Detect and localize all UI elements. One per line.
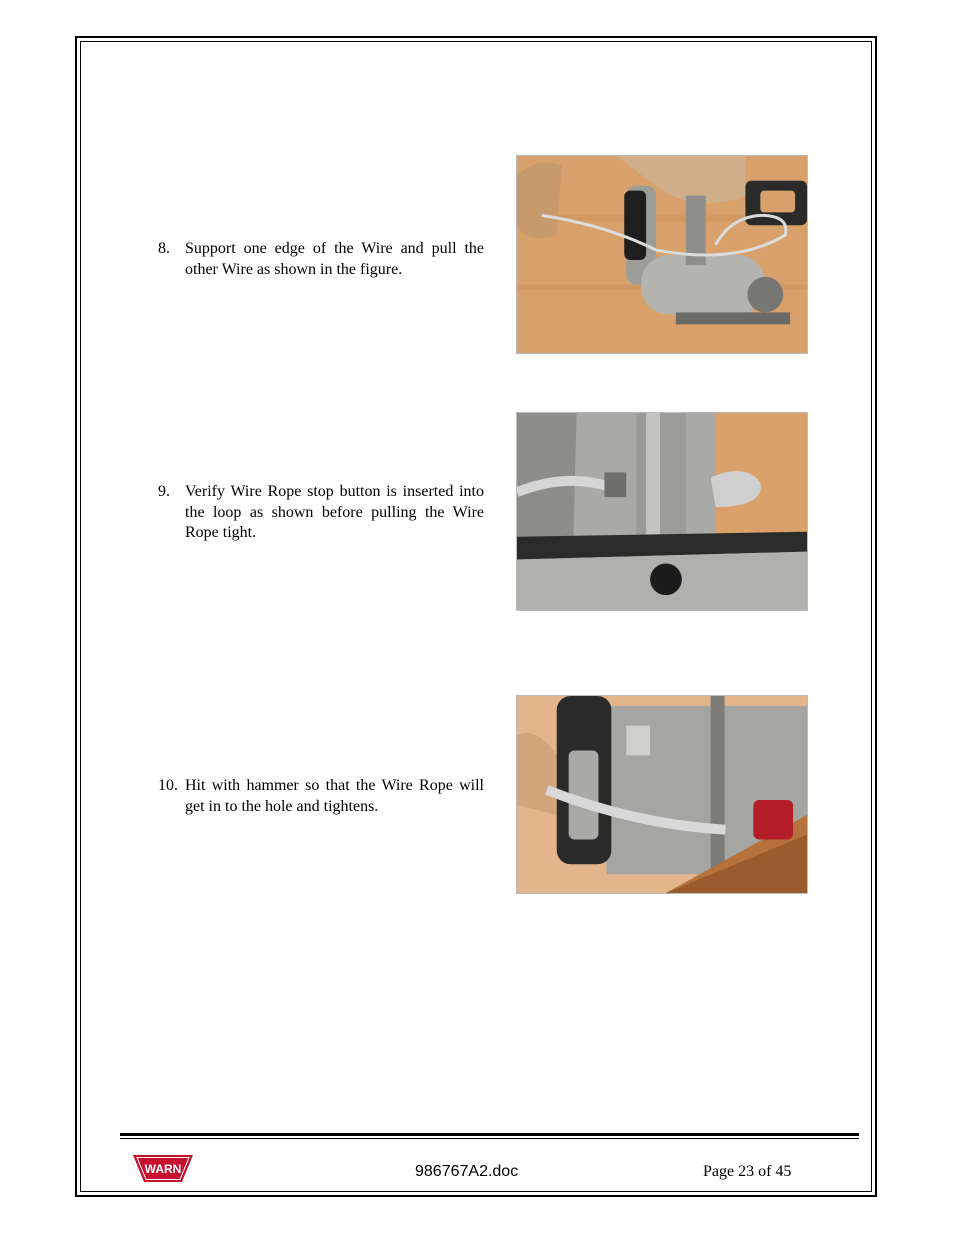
step-9 xyxy=(158,482,484,544)
document-filename: 986767A2.doc xyxy=(415,1163,519,1180)
photo-hammer xyxy=(516,695,808,894)
photo-stop-button xyxy=(516,412,808,611)
step-text: Hit with hammer so that the Wire Rope will get in to the hole and tightens. xyxy=(185,777,484,815)
page-number: Page 23 of 45 xyxy=(703,1163,792,1180)
step-text: Support one edge of the Wire and pull the other Wire as shown in the figure. xyxy=(185,240,484,278)
photo-pulling-wire xyxy=(516,155,808,354)
step-number: 9. xyxy=(158,483,170,500)
step-number: 10. xyxy=(158,777,178,794)
step-number: 8. xyxy=(158,240,170,257)
logo-lettering: WARN xyxy=(144,1162,182,1176)
step-10 xyxy=(158,776,484,817)
footer-rule-thin xyxy=(120,1138,859,1139)
footer-rule xyxy=(120,1133,859,1136)
step-text: Verify Wire Rope stop button is inserted into the loop as shown before pulling the Wire Rope tight. xyxy=(185,483,484,541)
step-8 xyxy=(158,239,484,280)
warn-logo xyxy=(132,1153,194,1184)
